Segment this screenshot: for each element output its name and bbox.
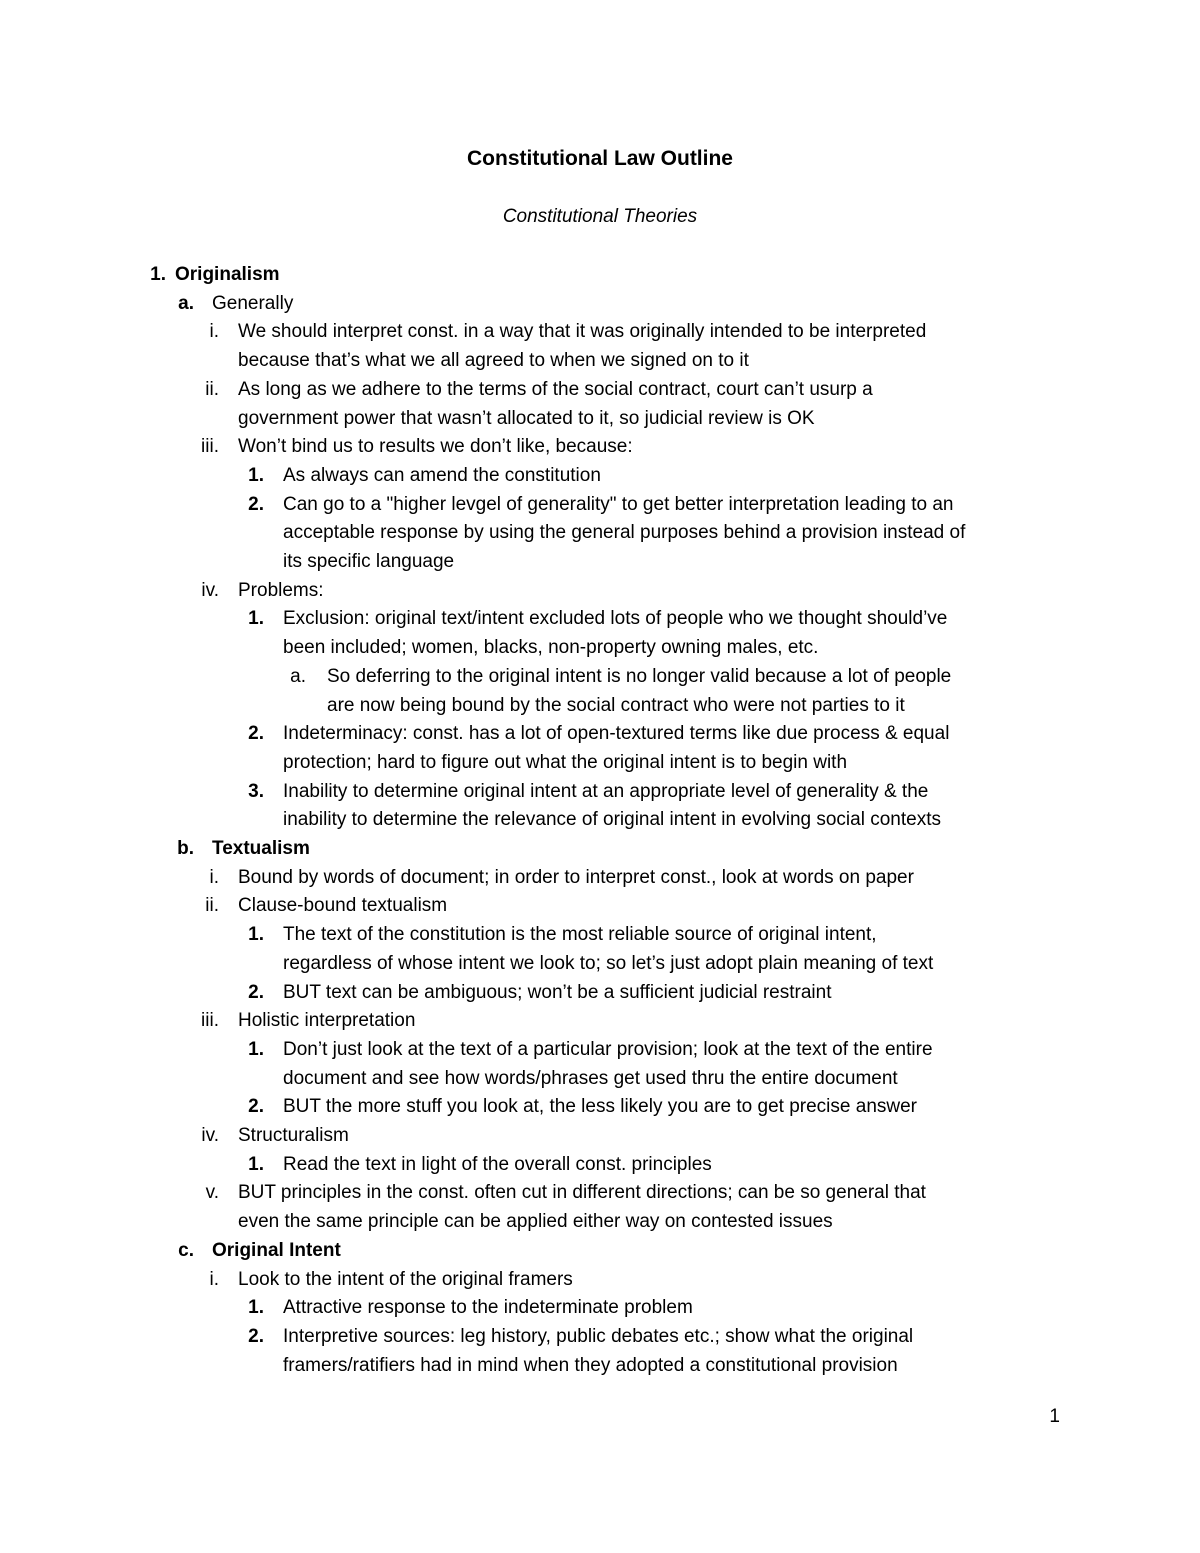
outline-marker: ii. — [205, 378, 219, 400]
outline-marker: 1. — [150, 264, 166, 285]
outline-marker: iii. — [201, 1010, 219, 1032]
outline-line: We should interpret const. in a way that it was originally intended to be interpreted — [238, 321, 927, 343]
outline-line: The text of the constitution is the most reliable source of original intent, — [283, 924, 877, 946]
outline-line: Can go to a "higher levgel of generality" to get better interpretation leading to an — [283, 493, 954, 515]
outline-marker: iv. — [201, 1125, 219, 1146]
outline-line: Structuralism — [238, 1125, 349, 1146]
outline-line: protection; hard to figure out what the original intent is to begin with — [283, 751, 848, 773]
outline-line: BUT text can be ambiguous; won’t be a sufficient judicial restraint — [283, 981, 832, 1003]
outline-line: government power that wasn’t allocated to it, so judicial review is OK — [238, 407, 815, 429]
outline-line: Inability to determine original intent at an appropriate level of generality & the — [283, 780, 929, 802]
outline-line: Attractive response to the indeterminate problem — [283, 1297, 693, 1319]
outline-line: Bound by words of document; in order to interpret const., look at words on paper — [238, 866, 914, 888]
outline-line: Indeterminacy: const. has a lot of open-textured terms like due process & equal — [283, 723, 950, 745]
outline-line: Won’t bind us to results we don’t like, because: — [238, 436, 633, 458]
outline-line: Interpretive sources: leg history, public debates etc.; show what the original — [283, 1325, 914, 1347]
outline-line: Problems: — [238, 579, 324, 601]
outline-line: Textualism — [212, 838, 310, 859]
outline-marker: 2. — [248, 723, 264, 745]
outline-marker: 1. — [248, 1297, 264, 1319]
outline-line: inability to determine the relevance of original intent in evolving social contexts — [283, 809, 941, 831]
outline-marker: 1. — [248, 1153, 264, 1175]
outline-line: regardless of whose intent we look to; so let’s just adopt plain meaning of text — [283, 952, 934, 974]
outline-line: Exclusion: original text/intent excluded lots of people who we thought should’ve — [283, 608, 948, 630]
outline-marker: 1. — [248, 464, 264, 486]
outline-marker: 2. — [248, 981, 264, 1003]
outline-marker: b. — [177, 838, 194, 859]
outline-line: Don’t just look at the text of a particular provision; look at the text of the entire — [283, 1038, 933, 1060]
outline-marker: 1. — [248, 608, 264, 630]
outline-marker: i. — [209, 321, 219, 343]
document-title: Constitutional Law Outline — [467, 147, 733, 170]
outline-line: Originalism — [175, 264, 280, 285]
outline-marker: iv. — [201, 579, 219, 601]
outline-line: been included; women, blacks, non-property owning males, etc. — [283, 637, 819, 659]
document-subtitle: Constitutional Theories — [502, 206, 698, 227]
outline-line: acceptable response by using the general purposes behind a provision instead of — [283, 522, 966, 544]
outline-marker: i. — [209, 866, 219, 888]
outline-line: document and see how words/phrases get used thru the entire document — [283, 1067, 898, 1089]
outline-line: So deferring to the original intent is no longer valid because a lot of people — [327, 665, 952, 687]
outline-line: As always can amend the constitution — [283, 464, 601, 486]
page-number: 1 — [1049, 1406, 1060, 1427]
outline-marker: c. — [178, 1239, 194, 1261]
outline-marker: 3. — [248, 780, 264, 802]
outline-line: As long as we adhere to the terms of the social contract, court can’t usurp a — [238, 378, 873, 400]
outline-line: its specific language — [283, 551, 455, 572]
outline-line: Holistic interpretation — [238, 1010, 416, 1032]
outline-marker: 1. — [248, 924, 264, 946]
outline-marker: 2. — [248, 493, 264, 515]
outline-marker: 1. — [248, 1038, 264, 1060]
outline-marker: ii. — [205, 895, 219, 917]
outline-line: Original Intent — [212, 1239, 341, 1261]
outline-marker: i. — [209, 1268, 219, 1290]
outline-marker: 2. — [248, 1325, 264, 1347]
outline-line: BUT the more stuff you look at, the less likely you are to get precise answer — [283, 1096, 917, 1118]
outline-line: because that’s what we all agreed to when we signed on to it — [238, 350, 749, 372]
outline-marker: v. — [205, 1182, 219, 1204]
outline-line: are now being bound by the social contract who were not parties to it — [327, 694, 905, 716]
outline-line: Read the text in light of the overall const. principles — [283, 1153, 712, 1175]
outline-line: Look to the intent of the original framers — [238, 1268, 573, 1290]
outline-line: even the same principle can be applied either way on contested issues — [238, 1211, 833, 1233]
outline-marker: a. — [290, 665, 306, 687]
outline-marker: iii. — [201, 436, 219, 458]
outline-marker: 2. — [248, 1096, 264, 1118]
outline-line: framers/ratifiers had in mind when they adopted a constitutional provision — [283, 1354, 898, 1376]
outline-line: Clause-bound textualism — [238, 895, 448, 917]
outline-line: BUT principles in the const. often cut in different directions; can be so general that — [238, 1182, 926, 1204]
outline-marker: a. — [178, 292, 194, 314]
outline-line: Generally — [212, 292, 294, 314]
